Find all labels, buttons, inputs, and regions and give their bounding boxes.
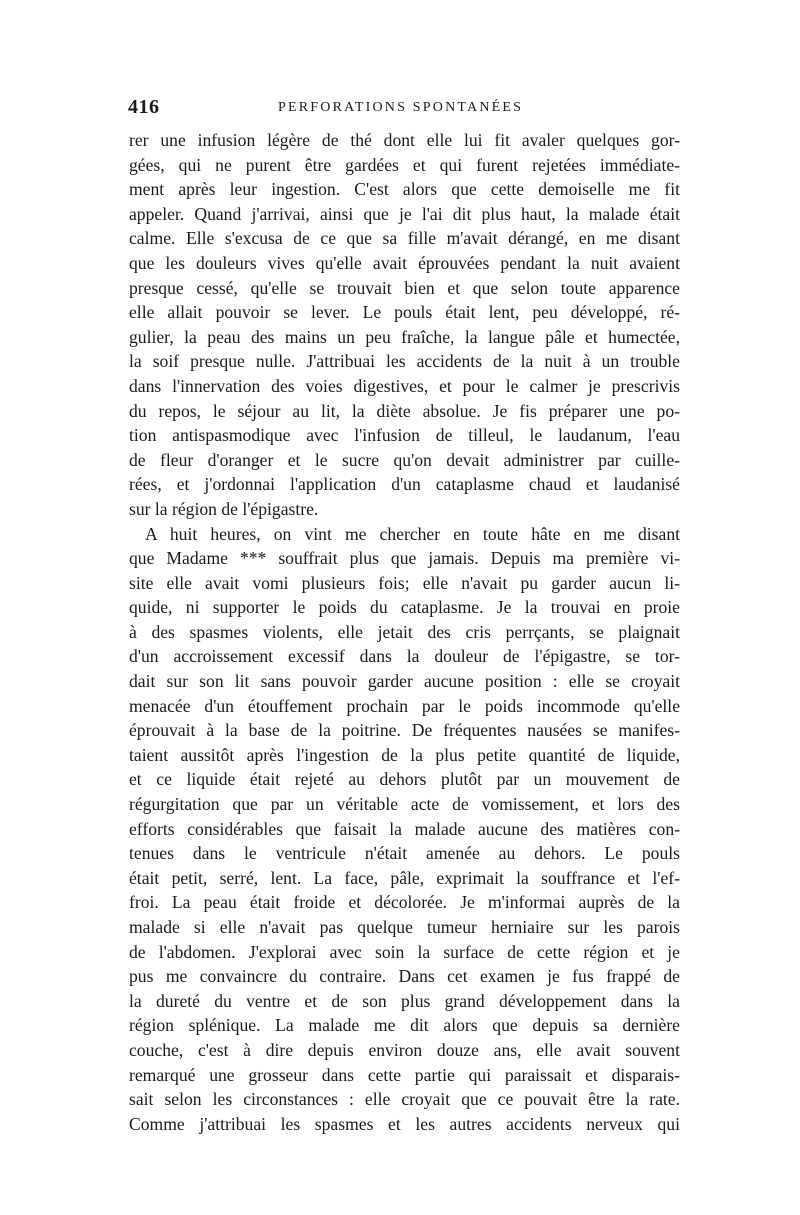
- text-line: presque cessé, qu'elle se trouvait bien et que selon toute apparence: [129, 277, 680, 298]
- text-line: elle allait pouvoir se lever. Le pouls était lent, peu développé, ré-: [129, 302, 680, 323]
- text-line: sait selon les circonstances : elle croyait que ce pouvait être la rate.: [129, 1089, 680, 1110]
- text-line: de l'abdomen. J'explorai avec soin la surface de cette région et je: [129, 941, 680, 962]
- text-line: était petit, serré, lent. La face, pâle, exprimait la souffrance et l'ef-: [129, 867, 680, 888]
- paragraph-2: [129, 522, 680, 1137]
- text-line: efforts considérables que faisait la malade aucune des matières con-: [129, 818, 680, 839]
- text-line: région splénique. La malade me dit alors que depuis sa dernière: [129, 1015, 680, 1036]
- text-line: régurgitation que par un véritable acte de vomissement, et lors des: [129, 794, 680, 815]
- text-line: appeler. Quand j'arrivai, ainsi que je l'ai dit plus haut, la malade était: [129, 203, 680, 224]
- text-line: rer une infusion légère de thé dont elle lui fit avaler quelques gor-: [129, 130, 680, 150]
- text-line: que les douleurs vives qu'elle avait éprouvées pendant la nuit avaient: [129, 252, 680, 273]
- text-line: rées, et j'ordonnai l'application d'un cataplasme chaud et laudanisé: [129, 474, 680, 495]
- body-text: [129, 128, 680, 1136]
- page-header: [128, 96, 680, 126]
- running-title: PERFORATIONS SPONTANÉES: [278, 100, 524, 115]
- page-number: 416: [128, 96, 160, 118]
- text-line: gulier, la peau des mains un peu fraîche, la langue pâle et humectée,: [129, 326, 680, 347]
- text-line: gées, qui ne purent être gardées et qui furent rejetées immédiate-: [129, 154, 680, 175]
- text-line: remarqué une grosseur dans cette partie qui paraissait et disparais-: [129, 1064, 680, 1085]
- text-line: éprouvait à la base de la poitrine. De fréquentes nausées se manifes-: [129, 720, 680, 741]
- paragraph-1: [129, 128, 680, 522]
- text-line: Comme j'attribuai les spasmes et les autres accidents nerveux qui: [129, 1113, 680, 1134]
- text-line: que Madame *** souffrait plus que jamais. Depuis ma première vi-: [129, 548, 680, 569]
- text-line: pus me convaincre du contraire. Dans cet examen je fus frappé de: [129, 966, 680, 987]
- text-line: A huit heures, on vint me chercher en toute hâte en me disant: [145, 523, 680, 544]
- text-line: malade si elle n'avait pas quelque tumeur herniaire sur les parois: [129, 917, 680, 937]
- text-line: à des spasmes violents, elle jetait des cris perrçants, se plaignait: [129, 621, 680, 642]
- text-line: couche, c'est à dire depuis environ douze ans, elle avait souvent: [129, 1039, 680, 1060]
- text-line: d'un accroissement excessif dans la douleur de l'épigastre, se tor-: [129, 646, 680, 667]
- text-line: la soif presque nulle. J'attribuai les accidents de la nuit à un trouble: [129, 351, 680, 372]
- text-line: sur la région de l'épigastre.: [129, 498, 319, 519]
- text-line: calme. Elle s'excusa de ce que sa fille m'avait dérangé, en me disant: [129, 228, 680, 249]
- text-line: la dureté du ventre et de son plus grand développement dans la: [129, 990, 680, 1011]
- text-line: et ce liquide était rejeté au dehors plutôt par un mouvement de: [129, 769, 680, 790]
- text-line: dait sur son lit sans pouvoir garder aucune position : elle se croyait: [129, 671, 680, 692]
- text-line: menacée d'un étouffement prochain par le poids incommode qu'elle: [129, 695, 680, 716]
- text-line: tion antispasmodique avec l'infusion de tilleul, le laudanum, l'eau: [129, 425, 680, 446]
- text-line: tenues dans le ventricule n'était amenée au dehors. Le pouls: [129, 843, 680, 864]
- text-line: taient aussitôt après l'ingestion de la plus petite quantité de liquide,: [129, 744, 680, 765]
- text-line: site elle avait vomi plusieurs fois; elle n'avait pu garder aucun li-: [129, 572, 680, 593]
- text-line: quide, ni supporter le poids du cataplasme. Je la trouvai en proie: [129, 597, 680, 618]
- text-line: froi. La peau était froide et décolorée. Je m'informai auprès de la: [129, 892, 680, 913]
- text-line: ment après leur ingestion. C'est alors que cette demoiselle me fit: [129, 179, 680, 200]
- text-line: dans l'innervation des voies digestives, et pour le calmer je prescrivis: [129, 375, 680, 396]
- text-line: du repos, le séjour au lit, la diète absolue. Je fis préparer une po-: [129, 400, 680, 421]
- text-line: de fleur d'oranger et le sucre qu'on devait administrer par cuille-: [129, 449, 680, 470]
